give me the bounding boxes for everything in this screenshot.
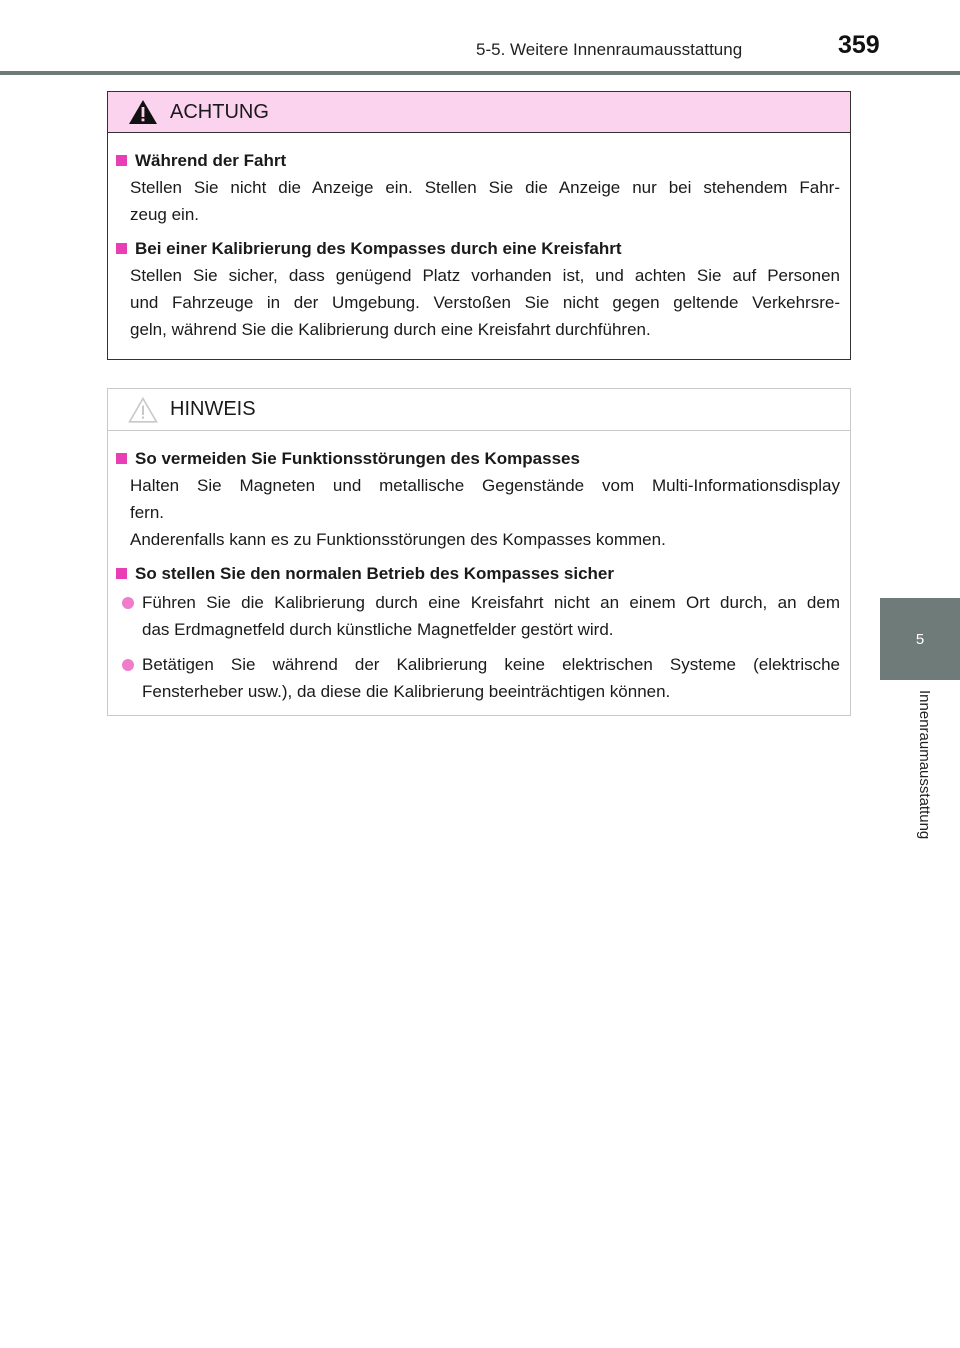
notice-item — [116, 560, 840, 705]
chapter-tab — [880, 598, 960, 680]
warning-filled-icon — [128, 98, 158, 126]
caution-item — [116, 147, 840, 228]
page-number: 359 — [838, 31, 880, 59]
caution-header — [108, 92, 850, 133]
caution-box — [107, 91, 851, 360]
circle-bullet-icon — [122, 597, 134, 609]
notice-item — [116, 445, 840, 553]
notice-bullet — [116, 589, 840, 643]
caution-item-heading: Bei einer Kalibrierung des Kompasses durch eine Kreisfahrt — [116, 235, 840, 262]
header-section-title: 5-5. Weitere Innenraumausstattung — [476, 40, 743, 59]
notice-title: HINWEIS — [170, 398, 256, 420]
warning-outline-icon — [128, 396, 158, 424]
notice-bullet-text: Führen Sie die Kalibrierung durch eine Kreisfahrt nicht an einem Ort durch, an dem das Erdmagnetfeld durch künstliche Magnetfelder gestört wird. — [142, 593, 840, 639]
notice-bullet — [116, 651, 840, 705]
caution-item-heading: Während der Fahrt — [116, 147, 840, 174]
square-bullet-icon — [116, 453, 127, 464]
notice-item-text: Halten Sie Magneten und metallische Gegenstände vom Multi-Informationsdisplay fern. Anderenfalls kann es zu Funktionsstörungen des Kompasses kommen. — [130, 476, 840, 549]
square-bullet-icon — [116, 155, 127, 166]
caution-body — [108, 133, 850, 343]
header-rule — [0, 71, 960, 75]
circle-bullet-icon — [122, 659, 134, 671]
caution-item — [116, 235, 840, 343]
chapter-number: 5 — [915, 630, 925, 648]
notice-item-heading: So vermeiden Sie Funktionsstörungen des Kompasses — [116, 445, 840, 472]
caution-item-text: Stellen Sie nicht die Anzeige ein. Stellen Sie die Anzeige nur bei stehendem Fahr- zeug ein. — [130, 178, 840, 224]
notice-bullet-text: Betätigen Sie während der Kalibrierung keine elektrischen Systeme (elektrische Fensterheber usw.), da diese die Kalibrierung beeinträchtigen können. — [142, 655, 840, 701]
square-bullet-icon — [116, 243, 127, 254]
chapter-label: Innenraumausstattung — [916, 690, 933, 840]
notice-body — [108, 431, 850, 705]
caution-item-text: Stellen Sie sicher, dass genügend Platz vorhanden ist, und achten Sie auf Personen und Fahrzeuge in der Umgebung. Verstoßen Sie nicht gegen geltende Verkehrsre- geln, während Sie die Kalibrierung durch eine Kreisfahrt durchführen. — [130, 266, 840, 339]
notice-header — [108, 389, 850, 431]
caution-title: ACHTUNG — [170, 100, 269, 123]
square-bullet-icon — [116, 568, 127, 579]
notice-box — [107, 388, 851, 716]
notice-item-heading: So stellen Sie den normalen Betrieb des Kompasses sicher — [116, 560, 840, 587]
